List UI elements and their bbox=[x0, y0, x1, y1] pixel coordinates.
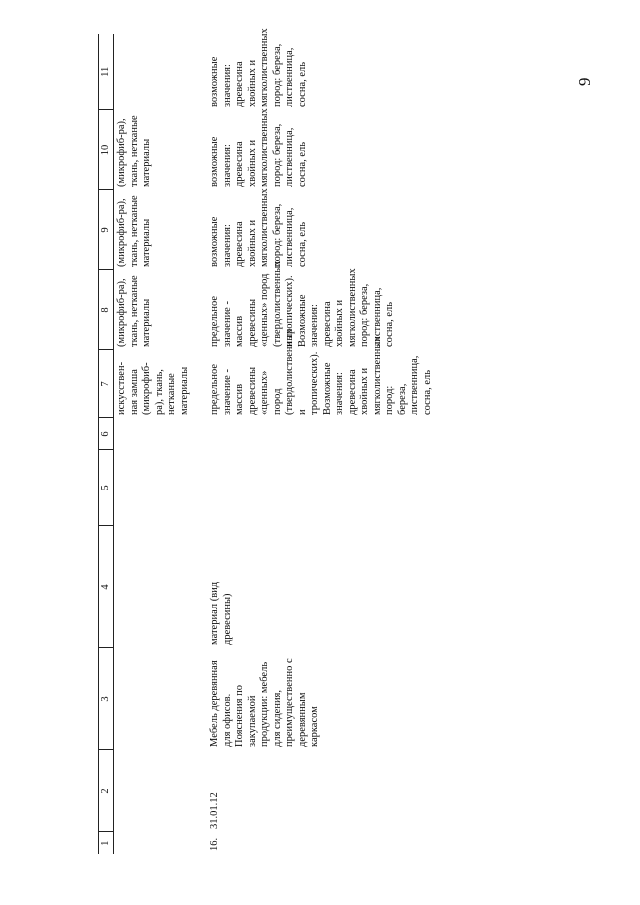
row16-characteristic: материал (вид древесины) bbox=[209, 581, 233, 645]
characteristics-table bbox=[98, 28, 434, 854]
row16-col10: возможные значения: древесина хвойных и мягколиственных пород: береза, лиственница, сосна, ель bbox=[209, 108, 308, 187]
col-header-6: 6 bbox=[99, 418, 114, 450]
row16-okpd-code: 31.01.12 bbox=[209, 792, 220, 829]
cell-cont-col10: (микрофиб-ра), ткань, нетканые материалы bbox=[116, 115, 152, 187]
col-header-8: 8 bbox=[99, 270, 114, 350]
table-row-16 bbox=[207, 34, 434, 854]
col-header-5: 5 bbox=[99, 450, 114, 526]
page-number: 9 bbox=[575, 77, 594, 86]
table-row-continuation bbox=[114, 34, 192, 854]
col-header-10: 10 bbox=[99, 110, 114, 190]
col-header-7: 7 bbox=[99, 350, 114, 418]
cell-cont-col7: искусствен-ная замша (микрофиб-ра), ткань, нетканые материалы bbox=[116, 361, 190, 415]
row16-col11: возможные значения: древесина хвойных и мягколиственных пород: береза, лиственница, сосна, ель bbox=[209, 28, 308, 107]
rotated-table-container bbox=[98, 28, 558, 854]
cell-cont-col8: (микрофиб-ра), ткань, нетканые материалы bbox=[116, 275, 152, 347]
col-header-11: 11 bbox=[99, 34, 114, 110]
col-header-1: 1 bbox=[99, 832, 114, 854]
col-header-2: 2 bbox=[99, 750, 114, 832]
row16-product-name: Мебель деревянная для офисов. Пояснения по закупаемой продукции: мебель для сидения, преимущественно с деревянным каркасом bbox=[209, 658, 320, 747]
col-header-3: 3 bbox=[99, 648, 114, 750]
row16-col8: предельное значение - массив древесины «ценных» пород (твердолиственных и тропических). Возможные значения: древесина хвойных и мягколиственных пород: береза, лиственница, сосна, ель bbox=[209, 260, 395, 347]
cell-cont-col9: (микрофиб-ра), ткань, нетканые материалы bbox=[116, 195, 152, 267]
row16-number: 16. bbox=[209, 837, 220, 851]
col-header-4: 4 bbox=[99, 526, 114, 648]
row16-col7: предельное значение - массив древесины «ценных» пород (твердолиственных и тропических). Возможные значения: древесина хвойных и мягколиственных пород: береза, лиственница, сосна, ель bbox=[209, 328, 433, 415]
column-number-row bbox=[99, 34, 114, 854]
row16-col9: возможные значения: древесина хвойных и мягколиственных пород: береза, лиственница, сосна, ель bbox=[209, 188, 308, 267]
col-header-9: 9 bbox=[99, 190, 114, 270]
